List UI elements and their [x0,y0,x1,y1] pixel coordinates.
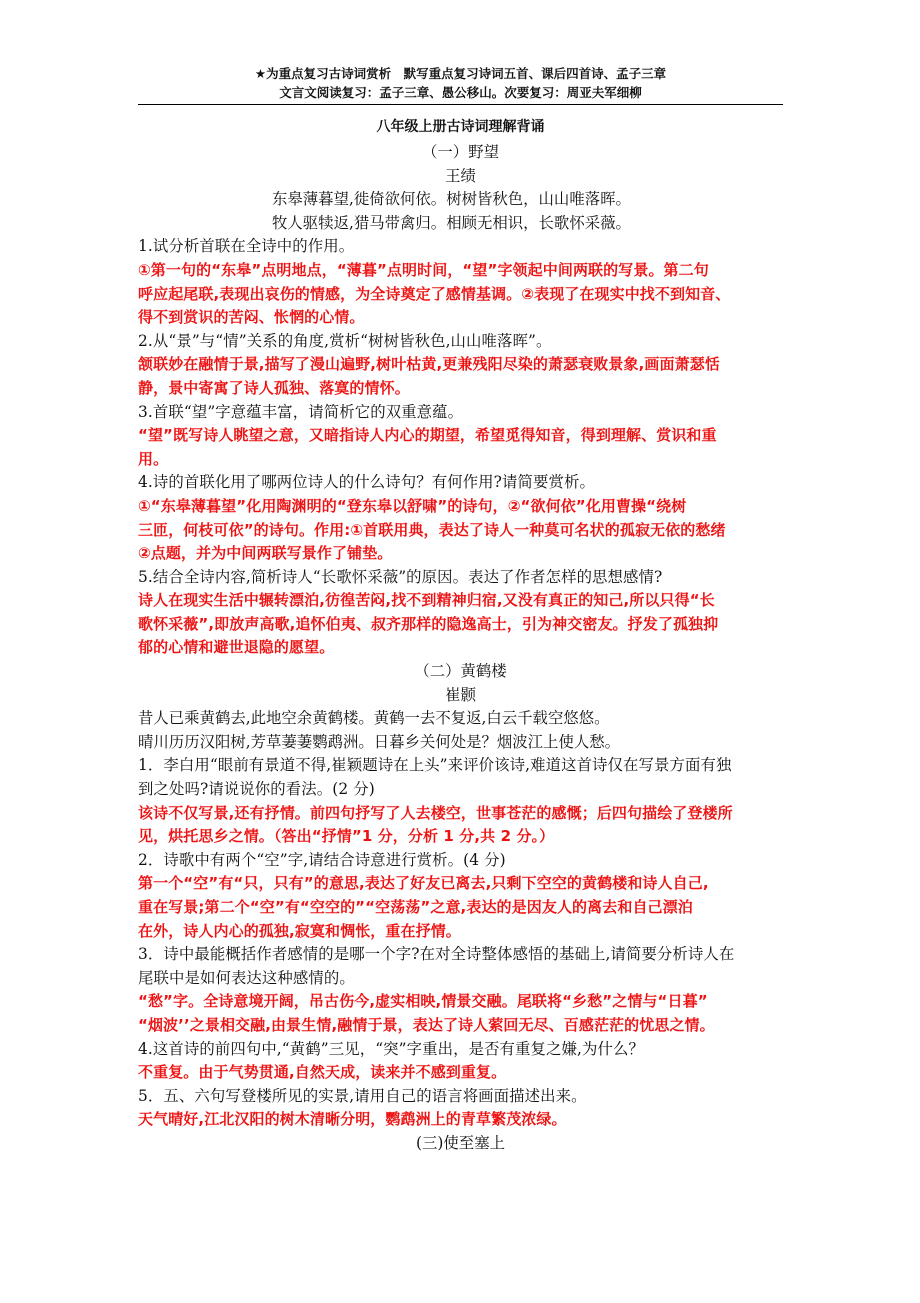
question-text: 到之处吗?请说说你的看法。(2 分) [138,780,375,799]
answer-text: 重在写景;第二个“空”有“空空的”“空荡荡”之意,表达的是因友人的离去和自己漂泊 [138,898,693,916]
poem-line: 牧人驱犊返,猎马带禽归。相顾无相识，长歌怀采薇。 [272,213,631,232]
document-body [138,116,783,1156]
poem-line: 昔人已乘黄鹤去,此地空余黄鹤楼。黄鹤一去不复返,白云千载空悠悠。 [138,709,610,728]
question-text: 1．李白用“眼前有景道不得,崔颖题诗在上头”来评价该诗,难道这首诗仅在写景方面有独 [138,756,732,775]
question-text: 4.诗的首联化用了哪两位诗人的什么诗句？有何作用?请简要赏析。 [138,473,595,492]
answer-text: 郁的心情和避世退隐的愿望。 [138,638,335,657]
question-text: 尾联中是如何表达这种感情的。 [138,968,355,987]
question-text: 3.首联“望”字意蕴丰富，请简析它的双重意蕴。 [138,402,464,421]
question-text: 5．五、六句写登楼所见的实景,请用自己的语言将画面描述出来。 [138,1086,587,1105]
answer-text: ①第一句的“东皋”点明地点，“薄暮”点明时间，“望”字领起中间两联的写景。第二句 [138,260,709,279]
answer-text: 得不到赏识的苦闷、怅惘的心情。 [138,308,365,327]
poem-author: 王绩 [445,166,476,185]
answer-text: ①“东皋薄暮望”化用陶渊明的“登东皋以舒啸”的诗句，②“欲何依”化用曹操“绕树 [138,496,687,515]
review-header [138,64,783,102]
answer-text: 诗人在现实生活中辗转漂泊,彷徨苦闷,找不到精神归宿,又没有真正的知己,所以只得“长 [138,591,715,610]
answer-text: ②点题，并为中间两联写景作了铺垫。 [138,544,393,563]
poem-heading: （二）黄鹤楼 [414,662,507,681]
answer-text: 用。 [138,449,169,468]
answer-text: “望”既写诗人眺望之意，又暗指诗人内心的期望，希望觅得知音，得到理解、赏识和重 [138,426,717,445]
poem-author: 崔颢 [445,685,476,704]
answer-text: 第一个“空”有“只，只有”的意思,表达了好友已离去,只剩下空空的黄鹤楼和诗人自己, [138,874,709,893]
poem-line: 晴川历历汉阳树,芳草萋萋鹦鹉洲。日暮乡关何处是？烟波江上使人愁。 [138,732,621,751]
answer-text: “愁”字。全诗意境开阔，吊古伤今,虚实相映,情景交融。尾联将“乡愁”之情与“日暮” [138,992,708,1011]
document-title: 八年级上册古诗词理解背诵 [376,119,545,135]
answer-text: 见，烘托思乡之情。（答出“抒情”1 分，分析 1 分,共 2 分。） [138,827,555,846]
question-text: 2.从“景”与“情”关系的角度,赏析“树树皆秋色,山山唯落晖”。 [138,331,552,350]
answer-text: 不重复。由于气势贯通,自然天成，读来并不感到重复。 [138,1063,507,1082]
answer-text: 静，景中寄寓了诗人孤独、落寞的情怀。 [138,378,410,397]
answer-text: 歌怀采薇”,即放声高歌,追怀伯夷、叔齐那样的隐逸高士，引为神交密友。抒发了孤独抑 [138,614,719,633]
answer-text: 在外，诗人内心的孤独,寂寞和惆怅，重在抒情。 [138,921,461,940]
answer-text: 三匝，何枝可依”的诗句。作用:①首联用典，表达了诗人一种莫可名状的孤寂无依的愁绪 [138,520,726,539]
poem-heading: （一）野望 [422,143,499,161]
answer-text: 呼应起尾联,表现出哀伤的情感，为全诗奠定了感情基调。②表现了在现实中找不到知音、 [138,284,731,303]
header-line-1: ★为重点复习古诗词赏析 默写重点复习诗词五首、课后四首诗、孟子三章 [254,66,667,81]
answer-text: 该诗不仅写景,还有抒情。前四句抒写了人去楼空，世事苍茫的感慨；后四句描绘了登楼所 [138,803,733,822]
question-text: 4.这首诗的前四句中,“黄鹤”三见，“突”字重出，是否有重复之嫌,为什么？ [138,1039,644,1058]
question-text: 1.试分析首联在全诗中的作用。 [138,237,355,256]
header-divider [138,104,783,105]
header-line-2: 文言文阅读复习：孟子三章、愚公移山。次要复习：周亚夫军细柳 [279,85,642,100]
question-text: 3．诗中最能概括作者感情的是哪一个字?在对全诗整体感悟的基础上,请简要分析诗人在 [138,945,735,964]
question-text: 2．诗歌中有两个“空”字,请结合诗意进行赏析。(4 分) [138,850,506,869]
answer-text: “烟波’’之景相交融,由景生情,融情于景，表达了诗人萦回无尽、百感茫茫的忧思之情。 [138,1015,715,1034]
poem-line: 东皋薄暮望,徙倚欲何依。树树皆秋色，山山唯落晖。 [272,190,631,209]
poem-heading: (三)使至塞上 [416,1133,505,1152]
question-text: 5.结合全诗内容,简析诗人“长歌怀采薇”的原因。表达了作者怎样的思想感情? [138,567,663,586]
answer-text: 颔联妙在融情于景,描写了漫山遍野,树叶枯黄,更兼残阳尽染的萧瑟衰败景象,画面萧瑟恬 [138,355,720,374]
answer-text: 天气晴好,江北汉阳的树木清晰分明，鹦鹉洲上的青草繁茂浓绿。 [138,1110,567,1129]
